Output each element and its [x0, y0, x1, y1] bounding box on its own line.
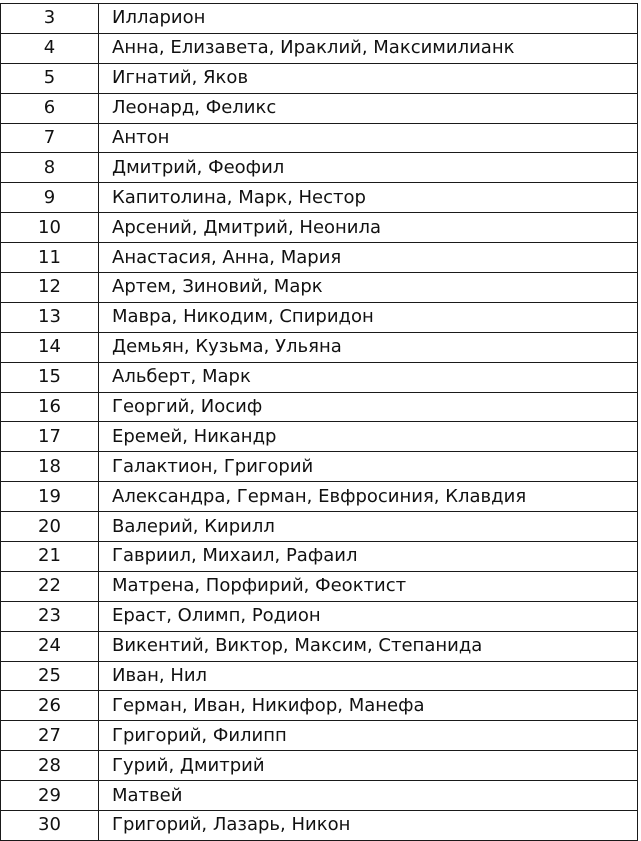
table-row — [1, 661, 638, 691]
day-number-cell: 28 — [1, 751, 99, 781]
table-row — [1, 63, 638, 93]
names-cell: Гурий, Дмитрий — [99, 751, 638, 781]
names-cell: Анастасия, Анна, Мария — [99, 243, 638, 273]
day-number-cell: 5 — [1, 63, 99, 93]
table-row — [1, 721, 638, 751]
names-cell: Ераст, Олимп, Родион — [99, 601, 638, 631]
day-number-cell: 4 — [1, 33, 99, 63]
names-cell: Матвей — [99, 781, 638, 811]
table-row — [1, 751, 638, 781]
names-cell: Альберт, Марк — [99, 362, 638, 392]
table-row — [1, 512, 638, 542]
day-number-cell: 15 — [1, 362, 99, 392]
day-number-cell: 16 — [1, 392, 99, 422]
table-row — [1, 93, 638, 123]
day-number-cell: 22 — [1, 571, 99, 601]
day-number-cell: 3 — [1, 4, 99, 34]
table-row — [1, 302, 638, 332]
day-number-cell: 20 — [1, 512, 99, 542]
table-row — [1, 422, 638, 452]
table-row — [1, 392, 638, 422]
names-cell: Александра, Герман, Евфросиния, Клавдия — [99, 482, 638, 512]
names-cell: Артем, Зиновий, Марк — [99, 273, 638, 303]
day-number-cell: 11 — [1, 243, 99, 273]
names-table — [0, 3, 638, 841]
day-number-cell: 25 — [1, 661, 99, 691]
table-row — [1, 601, 638, 631]
day-number-cell: 10 — [1, 213, 99, 243]
table-row — [1, 123, 638, 153]
table-row — [1, 273, 638, 303]
table-row — [1, 362, 638, 392]
table-body — [1, 4, 638, 841]
table-row — [1, 4, 638, 34]
day-number-cell: 27 — [1, 721, 99, 751]
day-number-cell: 9 — [1, 183, 99, 213]
names-cell: Георгий, Иосиф — [99, 392, 638, 422]
table-row — [1, 243, 638, 273]
day-number-cell: 7 — [1, 123, 99, 153]
table-row — [1, 542, 638, 572]
table-row — [1, 691, 638, 721]
table-row — [1, 811, 638, 841]
day-number-cell: 6 — [1, 93, 99, 123]
names-cell: Игнатий, Яков — [99, 63, 638, 93]
day-number-cell: 8 — [1, 153, 99, 183]
table-row — [1, 452, 638, 482]
table-row — [1, 332, 638, 362]
table-row — [1, 482, 638, 512]
day-number-cell: 26 — [1, 691, 99, 721]
names-cell: Демьян, Кузьма, Ульяна — [99, 332, 638, 362]
names-cell: Викентий, Виктор, Максим, Степанида — [99, 631, 638, 661]
names-cell: Илларион — [99, 4, 638, 34]
day-number-cell: 17 — [1, 422, 99, 452]
names-cell: Леонард, Феликс — [99, 93, 638, 123]
table-row — [1, 631, 638, 661]
names-cell: Антон — [99, 123, 638, 153]
day-number-cell: 12 — [1, 273, 99, 303]
day-number-cell: 24 — [1, 631, 99, 661]
day-number-cell: 29 — [1, 781, 99, 811]
names-cell: Арсений, Дмитрий, Неонила — [99, 213, 638, 243]
names-cell: Иван, Нил — [99, 661, 638, 691]
table-row — [1, 33, 638, 63]
day-number-cell: 19 — [1, 482, 99, 512]
table-row — [1, 571, 638, 601]
day-number-cell: 18 — [1, 452, 99, 482]
names-cell: Григорий, Филипп — [99, 721, 638, 751]
day-number-cell: 23 — [1, 601, 99, 631]
names-cell: Валерий, Кирилл — [99, 512, 638, 542]
names-cell: Матрена, Порфирий, Феоктист — [99, 571, 638, 601]
names-cell: Мавра, Никодим, Спиридон — [99, 302, 638, 332]
day-number-cell: 21 — [1, 542, 99, 572]
table-row — [1, 183, 638, 213]
names-cell: Анна, Елизавета, Ираклий, Максимилианк — [99, 33, 638, 63]
table-row — [1, 153, 638, 183]
day-number-cell: 14 — [1, 332, 99, 362]
names-cell: Гавриил, Михаил, Рафаил — [99, 542, 638, 572]
names-cell: Дмитрий, Феофил — [99, 153, 638, 183]
names-cell: Григорий, Лазарь, Никон — [99, 811, 638, 841]
names-cell: Герман, Иван, Никифор, Манефа — [99, 691, 638, 721]
day-number-cell: 13 — [1, 302, 99, 332]
table-row — [1, 781, 638, 811]
table-row — [1, 213, 638, 243]
names-cell: Еремей, Никандр — [99, 422, 638, 452]
names-cell: Галактион, Григорий — [99, 452, 638, 482]
day-number-cell: 30 — [1, 811, 99, 841]
names-cell: Капитолина, Марк, Нестор — [99, 183, 638, 213]
